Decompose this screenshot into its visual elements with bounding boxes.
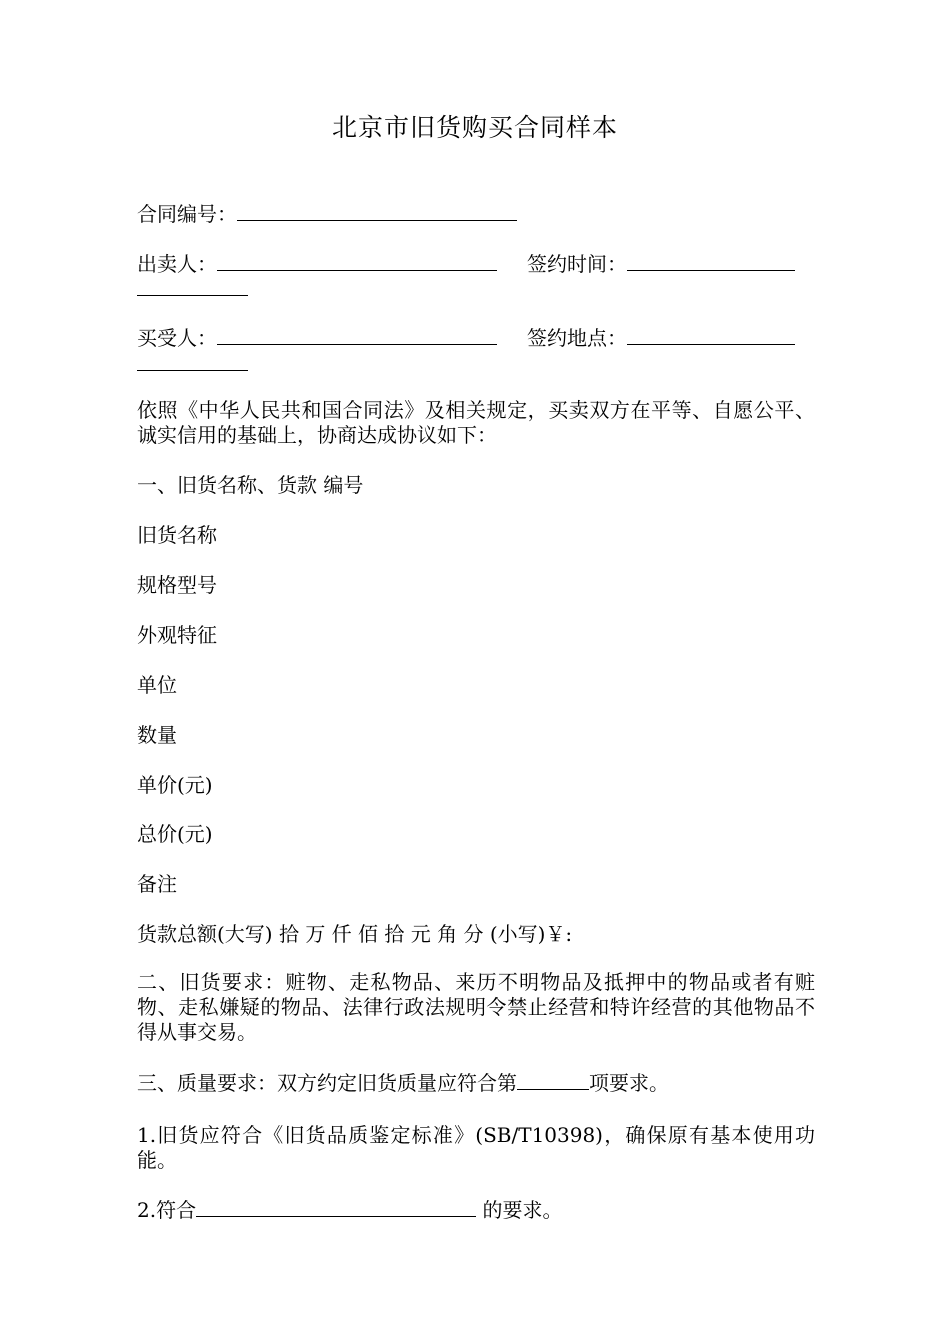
item-name: 旧货名称 (137, 523, 217, 547)
seller-label: 出卖人： (137, 252, 217, 276)
buyer-blank[interactable] (217, 324, 497, 345)
section3-item2 (137, 1196, 562, 1222)
item-appearance: 外观特征 (137, 623, 217, 647)
section1-heading: 一、旧货名称、货款 编号 (137, 473, 364, 497)
contract-no-row (137, 200, 517, 226)
item-unit-price: 单价(元) (137, 773, 213, 797)
section3-item2-blank[interactable] (196, 1196, 476, 1217)
seller-blank[interactable] (217, 250, 497, 271)
item-remarks: 备注 (137, 872, 177, 896)
sign-time-blank-continued[interactable] (137, 295, 248, 296)
section3-item2-prefix: 2.符合 (137, 1198, 197, 1222)
section3-item2-suffix: 的要求。 (476, 1198, 563, 1222)
item-spec: 规格型号 (137, 573, 217, 597)
sign-place-blank-continued[interactable] (137, 370, 248, 371)
section3-item1: 1.旧货应符合《旧货品质鉴定标准》(SB/T10398)，确保原有基本使用功能。 (137, 1123, 815, 1172)
item-quantity: 数量 (137, 723, 177, 747)
sign-time-label: 签约时间： (527, 252, 627, 276)
section3-prefix: 三、质量要求：双方约定旧货质量应符合第 (137, 1071, 517, 1095)
item-unit: 单位 (137, 673, 177, 697)
section2-paragraph: 二、旧货要求：赃物、走私物品、来历不明物品及抵押中的物品或者有赃物、走私嫌疑的物品、法律行政法规明令禁止经营和特许经营的其他物品不得从事交易。 (137, 970, 815, 1044)
sign-place-label: 签约地点： (527, 326, 627, 350)
contract-no-label: 合同编号： (137, 202, 237, 226)
item-total-price: 总价(元) (137, 822, 213, 846)
seller-row (137, 250, 795, 276)
contract-no-blank[interactable] (237, 200, 517, 221)
intro-paragraph: 依照《中华人民共和国合同法》及相关规定，买卖双方在平等、自愿公平、诚实信用的基础上，协商达成协议如下： (137, 398, 815, 447)
section3-suffix: 项要求。 (589, 1071, 669, 1095)
buyer-row (137, 324, 795, 350)
total-amount-line: 货款总额(大写) 拾 万 仟 佰 拾 元 角 分 (小写)￥: (137, 922, 573, 946)
sign-place-blank[interactable] (627, 324, 795, 345)
page-title: 北京市旧货购买合同样本 (331, 113, 618, 142)
section3-heading (137, 1069, 669, 1095)
sign-time-blank[interactable] (627, 250, 795, 271)
section3-blank[interactable] (517, 1069, 589, 1090)
buyer-label: 买受人： (137, 326, 217, 350)
